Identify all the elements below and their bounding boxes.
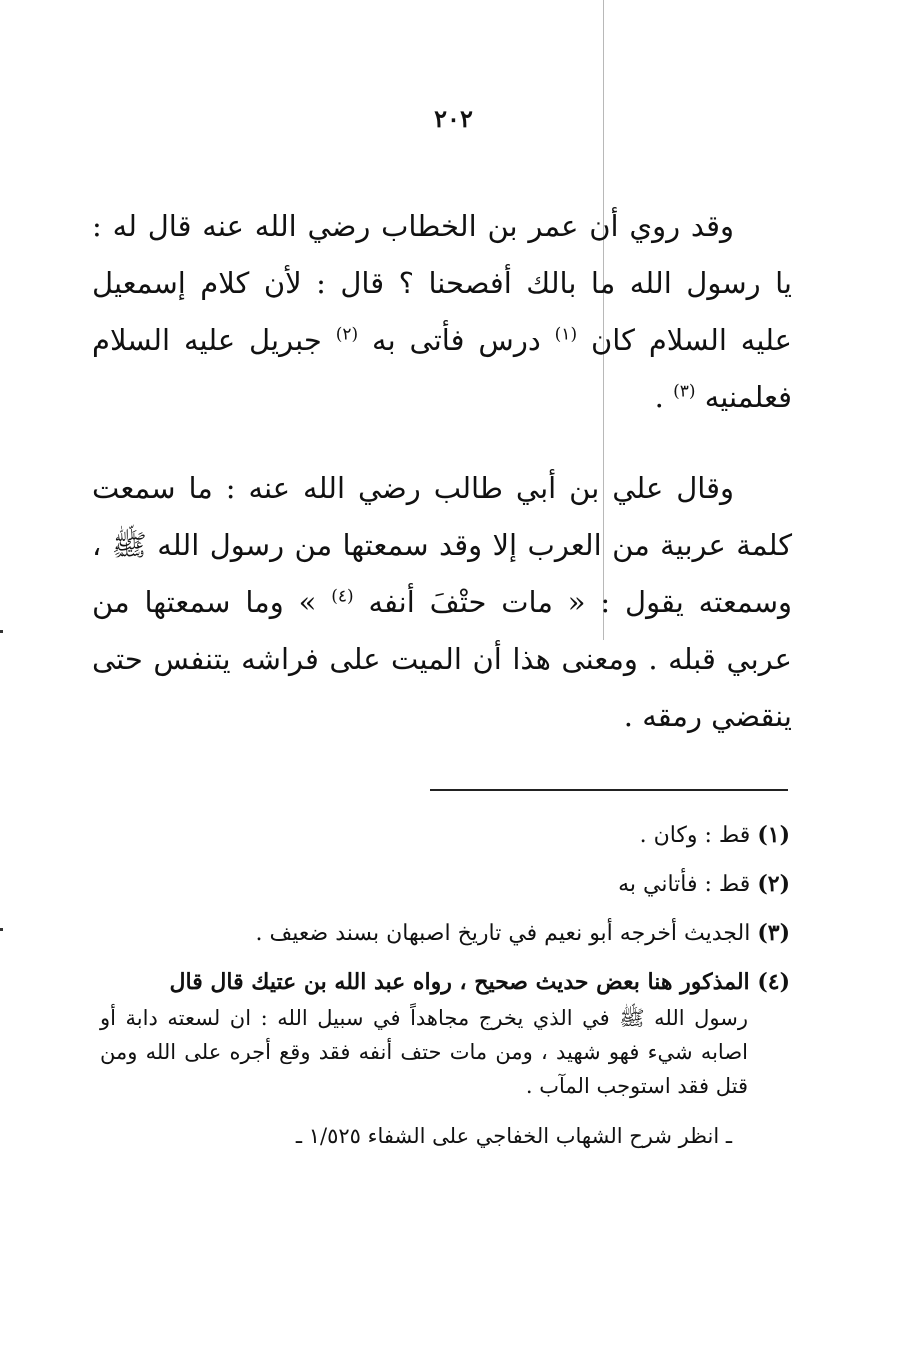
footnote-number: (٢) bbox=[757, 871, 790, 897]
scan-edge-mark bbox=[0, 630, 3, 633]
footnote-1 bbox=[100, 816, 790, 855]
footnote-marker-4[interactable]: (٤) bbox=[331, 586, 354, 607]
footnote-4-body: رسول الله ﷺ في الذي يخرج مجاهداً في سبيل الله : ان لسعته دابة أو اصابه شيء فهو شهيد ، ومن مات حتف أنفه فقد وقع أجره على الله ومن قتل فقد استوجب المآب . bbox=[100, 1006, 748, 1098]
paragraph-1 bbox=[92, 198, 792, 426]
footnote-text: قط : وكان . bbox=[639, 823, 751, 848]
footnote-text: الجديث أخرجه أبو نعيم في تاريخ اصبهان بسند ضعيف . bbox=[255, 921, 751, 946]
footnote-2 bbox=[100, 865, 790, 904]
footnote-4-source: ـ انظر شرح الشهاب الخفاجي على الشفاء ١/٥٢٥ ـ bbox=[295, 1124, 732, 1148]
footnote-separator bbox=[430, 789, 788, 791]
footnote-number: (٣) bbox=[757, 920, 790, 946]
footnote-4-heading bbox=[100, 963, 790, 1001]
paragraph-2-text-a: وقال علي بن أبي طالب رضي الله عنه : ما سمعت كلمة عربية من العرب إلا وقد سمعتها من رسول الله ﷺ ، وسمعته يقول : « مات حتْفَ أنفه bbox=[92, 471, 793, 619]
paragraph-2-text-b: » وما سمعتها من عربي قبله . ومعنى هذا أن الميت على فراشه يتنفس حتى ينقضي رمقه . bbox=[92, 585, 792, 733]
footnote-text: المذكور هنا بعض حديث صحيح ، رواه عبد الله بن عتيك قال قال bbox=[169, 969, 750, 995]
footnotes bbox=[100, 812, 790, 1165]
footnote-text: قط : فأتاني به bbox=[618, 872, 751, 897]
scan-edge-mark bbox=[0, 928, 3, 931]
footnote-4 bbox=[100, 963, 790, 1155]
footnote-marker-3[interactable]: (٣) bbox=[673, 381, 696, 402]
paragraph-1-text-a: وقد روي أن عمر بن الخطاب رضي الله عنه قال له : يا رسول الله ما بالك أفصحنا ؟ قال : لأن كلام إسمعيل عليه السلام كان bbox=[92, 209, 792, 357]
footnote-number: (١) bbox=[757, 822, 790, 848]
paragraph-1-text-d: . bbox=[654, 380, 674, 414]
main-text bbox=[92, 198, 792, 779]
paragraph-2 bbox=[92, 460, 792, 745]
footnote-marker-2[interactable]: (٢) bbox=[335, 324, 359, 345]
footnote-number: (٤) bbox=[757, 969, 790, 995]
paragraph-1-text-b: درس فأتى به bbox=[358, 323, 555, 357]
footnote-marker-1[interactable]: (١) bbox=[554, 324, 578, 345]
footnote-3 bbox=[100, 914, 790, 953]
paragraph-1-text-c: جبريل عليه السلام فعلمنيه bbox=[92, 323, 792, 414]
page-number: ٢٠٢ bbox=[434, 104, 473, 133]
